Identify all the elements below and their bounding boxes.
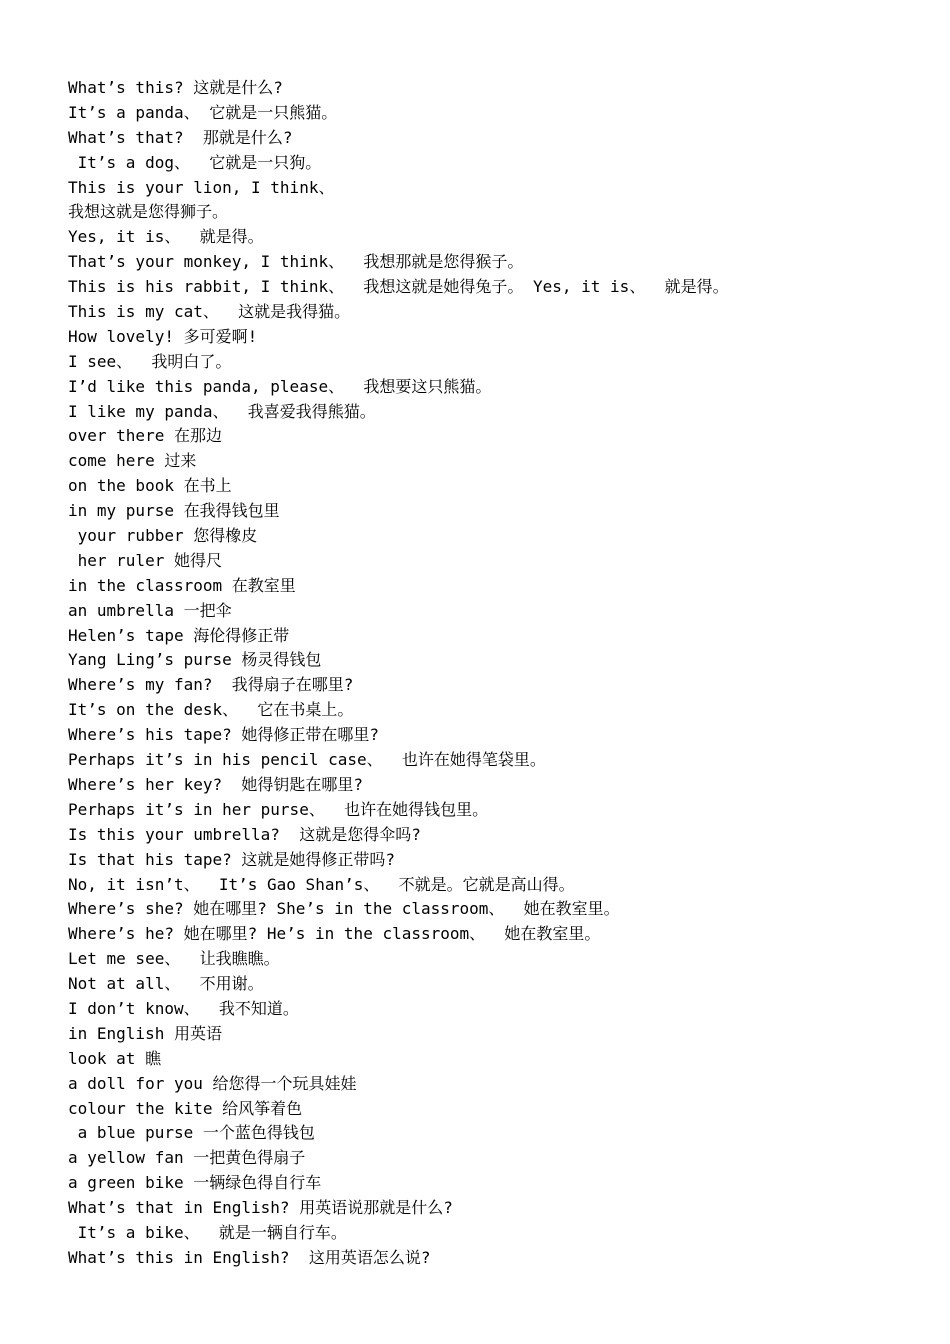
text-line: Perhaps it’s in his pencil case、 也许在她得笔袋里。 [68, 750, 546, 770]
text-line: in my purse 在我得钱包里 [68, 501, 280, 521]
text-line: come here 过来 [68, 451, 197, 471]
text-line: look at 瞧 [68, 1048, 162, 1068]
text-line: on the book 在书上 [68, 476, 232, 496]
text-line: a blue purse 一个蓝色得钱包 [68, 1123, 315, 1143]
text-line: Not at all、 不用谢。 [68, 974, 264, 994]
text-line: Let me see、 让我瞧瞧。 [68, 949, 280, 969]
text-line: What’s that? 那就是什么? [68, 127, 293, 147]
text-line: Is this your umbrella? 这就是您得伞吗? [68, 824, 421, 844]
text-line: It’s a panda、 它就是一只熊猫。 [68, 102, 338, 122]
text-line: your rubber 您得橡皮 [68, 526, 258, 546]
text-line: It’s a bike、 就是一辆自行车。 [68, 1222, 347, 1242]
text-line: her ruler 她得尺 [68, 550, 222, 570]
text-line: I see、 我明白了。 [68, 351, 232, 371]
text-line: What’s this? 这就是什么? [68, 78, 283, 97]
text-line: Yang Ling’s purse 杨灵得钱包 [68, 650, 322, 670]
text-line: 我想这就是您得狮子。 [68, 202, 229, 222]
text-line: This is his rabbit, I think、 我想这就是她得兔子。 Yes, it is、 就是得。 [68, 277, 729, 297]
text-line: This is my cat、 这就是我得猫。 [68, 302, 351, 322]
text-line: Is that his tape? 这就是她得修正带吗? [68, 849, 396, 869]
text-line: a doll for you 给您得一个玩具娃娃 [68, 1073, 357, 1093]
text-line: Perhaps it’s in her purse、 也许在她得钱包里。 [68, 799, 489, 819]
text-line: I like my panda、 我喜爱我得熊猫。 [68, 401, 376, 421]
text-line: a yellow fan 一把黄色得扇子 [68, 1148, 306, 1168]
text-line: an umbrella 一把伞 [68, 600, 232, 620]
text-line: in English 用英语 [68, 1023, 222, 1043]
document-page [68, 76, 928, 1271]
text-line: Where’s he? 她在哪里? He’s in the classroom、 她在教室里。 [68, 924, 601, 944]
text-line: This is your lion, I think、 [68, 177, 335, 197]
text-line: over there 在那边 [68, 426, 222, 446]
text-line: No, it isn’t、 It’s Gao Shan’s、 不就是。它就是高山得。 [68, 874, 575, 894]
text-line: a green bike 一辆绿色得自行车 [68, 1173, 322, 1193]
text-line: Yes, it is、 就是得。 [68, 227, 264, 247]
text-line: I’d like this panda, please、 我想要这只熊猫。 [68, 376, 492, 396]
text-line: Where’s his tape? 她得修正带在哪里? [68, 725, 380, 745]
text-line: It’s on the desk、 它在书桌上。 [68, 700, 354, 720]
text-line: Where’s she? 她在哪里? She’s in the classroom、 她在教室里。 [68, 899, 620, 919]
text-line: in the classroom 在教室里 [68, 575, 296, 595]
text-line: It’s a dog、 它就是一只狗。 [68, 152, 322, 172]
text-line: Helen’s tape 海伦得修正带 [68, 625, 290, 645]
text-line: I don’t know、 我不知道。 [68, 998, 299, 1018]
text-line: Where’s her key? 她得钥匙在哪里? [68, 774, 364, 794]
text-line: Where’s my fan? 我得扇子在哪里? [68, 675, 354, 695]
text-line: How lovely! 多可爱啊! [68, 326, 258, 346]
text-line: What’s that in English? 用英语说那就是什么? [68, 1198, 453, 1218]
text-line: colour the kite 给风筝着色 [68, 1098, 303, 1118]
text-line: That’s your monkey, I think、 我想那就是您得猴子。 [68, 252, 524, 272]
text-line: What’s this in English? 这用英语怎么说? [68, 1247, 431, 1267]
